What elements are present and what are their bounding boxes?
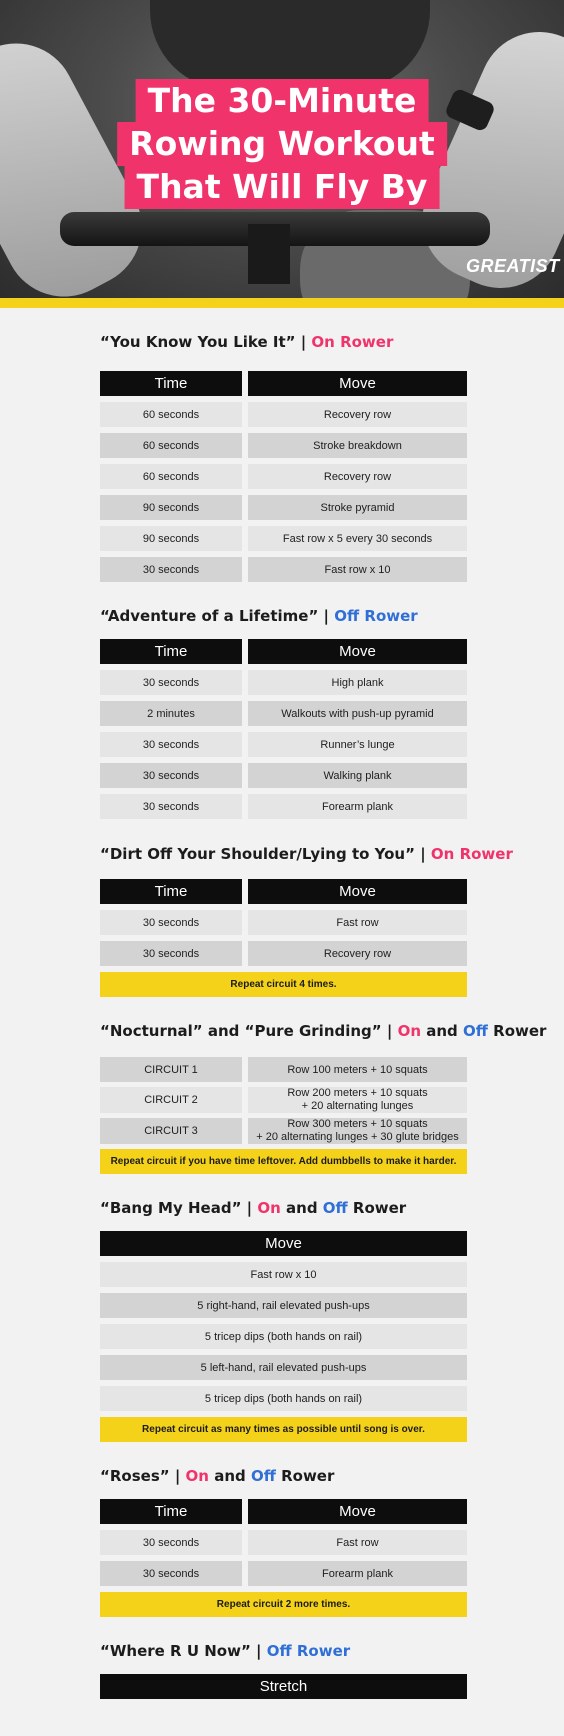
- title-line-2: Rowing Workout: [117, 122, 447, 166]
- move-cell: Stroke breakdown: [248, 433, 467, 458]
- rower-word: Rower: [347, 1199, 407, 1217]
- table-row: [100, 1561, 467, 1586]
- rower-strap-graphic: [248, 224, 290, 284]
- move-cell: Row 200 meters + 10 squats + 20 alternating lunges: [248, 1087, 467, 1113]
- song-name: “Nocturnal” and “Pure Grinding”: [100, 1022, 382, 1040]
- column-header-move: Move: [248, 371, 467, 396]
- separator: |: [295, 333, 312, 351]
- workout-content: [100, 308, 547, 1699]
- song-name: “You Know You Like It”: [100, 333, 296, 351]
- move-cell: Fast row: [248, 910, 467, 935]
- location-off: Off Rower: [334, 607, 418, 625]
- table-row: [100, 1324, 467, 1349]
- time-cell: 60 seconds: [100, 402, 242, 427]
- column-header-move: Move: [248, 639, 467, 664]
- column-header-move: Move: [248, 1499, 467, 1524]
- section-title: [100, 1466, 467, 1486]
- table-row: [100, 526, 467, 551]
- table-row: [100, 557, 467, 582]
- table-row: [100, 495, 467, 520]
- repeat-note: Repeat circuit as many times as possible until song is over.: [100, 1417, 467, 1442]
- move-cell: Recovery row: [248, 402, 467, 427]
- column-header-move: Move: [248, 879, 467, 904]
- hero-banner: [0, 0, 564, 298]
- table-row: [100, 402, 467, 427]
- time-cell: 60 seconds: [100, 464, 242, 489]
- table-row: [100, 1118, 467, 1144]
- rower-word: Rower: [275, 1467, 335, 1485]
- move-cell: Row 300 meters + 10 squats + 20 alternating lunges + 30 glute bridges: [248, 1118, 467, 1144]
- location-on: On: [185, 1467, 209, 1485]
- column-header-time: Time: [100, 1499, 242, 1524]
- table-row: [100, 1262, 467, 1287]
- move-cell: 5 tricep dips (both hands on rail): [100, 1386, 467, 1411]
- separator: |: [381, 1022, 398, 1040]
- section-title: [100, 606, 467, 626]
- location-on: On Rower: [311, 333, 394, 351]
- brand-logo: GREATIST: [466, 256, 560, 276]
- time-cell: 30 seconds: [100, 557, 242, 582]
- move-cell: 5 left-hand, rail elevated push-ups: [100, 1355, 467, 1380]
- move-cell: Walking plank: [248, 763, 467, 788]
- table-row: [100, 1355, 467, 1380]
- location-on: On: [257, 1199, 281, 1217]
- table-row: [100, 794, 467, 819]
- time-cell: 30 seconds: [100, 732, 242, 757]
- table-row: [100, 1293, 467, 1318]
- time-cell: 30 seconds: [100, 941, 242, 966]
- table-header: [100, 1499, 467, 1524]
- location-off: Off: [463, 1022, 488, 1040]
- title-line-3: That Will Fly By: [125, 165, 440, 209]
- time-cell: 30 seconds: [100, 1530, 242, 1555]
- section-title: [100, 844, 513, 864]
- song-name: “Where R U Now”: [100, 1642, 251, 1660]
- move-cell: Runner’s lunge: [248, 732, 467, 757]
- table-row: [100, 433, 467, 458]
- location-off: Off: [250, 1467, 276, 1485]
- section-title: [100, 1198, 467, 1218]
- conjunction: and: [208, 1467, 251, 1485]
- location-off: Off Rower: [266, 1642, 351, 1660]
- column-header-time: Time: [100, 371, 242, 396]
- conjunction: and: [280, 1199, 323, 1217]
- time-cell: 90 seconds: [100, 495, 242, 520]
- table-header: [100, 879, 467, 904]
- song-name: “Bang My Head”: [100, 1199, 242, 1217]
- separator: |: [414, 845, 431, 863]
- move-cell: Walkouts with push-up pyramid: [248, 701, 467, 726]
- move-cell: Recovery row: [248, 941, 467, 966]
- move-cell: Recovery row: [248, 464, 467, 489]
- table-header: [100, 1231, 467, 1256]
- table-row: [100, 763, 467, 788]
- time-cell: 30 seconds: [100, 763, 242, 788]
- separator: |: [169, 1467, 186, 1485]
- table-row: [100, 1530, 467, 1555]
- separator: |: [241, 1199, 258, 1217]
- song-name: “Roses”: [100, 1467, 170, 1485]
- move-cell: Fast row x 10: [248, 557, 467, 582]
- time-cell: 60 seconds: [100, 433, 242, 458]
- location-on: On Rower: [430, 845, 513, 863]
- circuit-cell: CIRCUIT 2: [100, 1087, 242, 1113]
- move-cell: Forearm plank: [248, 794, 467, 819]
- time-cell: 30 seconds: [100, 794, 242, 819]
- section-title: [100, 1641, 467, 1661]
- table-row: [100, 941, 467, 966]
- move-cell: Fast row x 5 every 30 seconds: [248, 526, 467, 551]
- table-header: [100, 1674, 467, 1699]
- circuit-cell: CIRCUIT 3: [100, 1118, 242, 1144]
- repeat-note: Repeat circuit 4 times.: [100, 972, 467, 997]
- move-cell: Forearm plank: [248, 1561, 467, 1586]
- rower-word: Rower: [487, 1022, 547, 1040]
- table-row: [100, 701, 467, 726]
- rower-torso-graphic: [150, 0, 430, 90]
- move-cell: 5 tricep dips (both hands on rail): [100, 1324, 467, 1349]
- separator: |: [250, 1642, 267, 1660]
- table-row: [100, 670, 467, 695]
- move-cell: Fast row: [248, 1530, 467, 1555]
- move-cell: Stroke pyramid: [248, 495, 467, 520]
- column-header-time: Time: [100, 879, 242, 904]
- move-cell: 5 right-hand, rail elevated push-ups: [100, 1293, 467, 1318]
- table-row: [100, 1087, 467, 1113]
- table-header: [100, 371, 467, 396]
- section-title: [100, 332, 467, 352]
- move-cell: High plank: [248, 670, 467, 695]
- accent-divider: [0, 298, 564, 308]
- section-title: [100, 1021, 547, 1041]
- time-cell: 30 seconds: [100, 910, 242, 935]
- title-line-1: The 30-Minute: [136, 79, 429, 123]
- table-row: [100, 732, 467, 757]
- time-cell: 90 seconds: [100, 526, 242, 551]
- stretch-header: Stretch: [100, 1674, 467, 1699]
- song-name: “Dirt Off Your Shoulder/Lying to You”: [100, 845, 415, 863]
- table-header: [100, 639, 467, 664]
- table-row: [100, 1386, 467, 1411]
- conjunction: and: [421, 1022, 464, 1040]
- separator: |: [318, 607, 335, 625]
- column-header-move: Move: [100, 1231, 467, 1256]
- location-off: Off: [322, 1199, 348, 1217]
- table-row: [100, 464, 467, 489]
- repeat-note: Repeat circuit 2 more times.: [100, 1592, 467, 1617]
- song-name: “Adventure of a Lifetime”: [100, 607, 319, 625]
- repeat-note: Repeat circuit if you have time leftover. Add dumbbells to make it harder.: [100, 1149, 467, 1174]
- time-cell: 2 minutes: [100, 701, 242, 726]
- time-cell: 30 seconds: [100, 670, 242, 695]
- column-header-time: Time: [100, 639, 242, 664]
- table-row: [100, 910, 467, 935]
- time-cell: 30 seconds: [100, 1561, 242, 1586]
- move-cell: Fast row x 10: [100, 1262, 467, 1287]
- move-cell: Row 100 meters + 10 squats: [248, 1057, 467, 1082]
- table-row: [100, 1057, 467, 1082]
- circuit-cell: CIRCUIT 1: [100, 1057, 242, 1082]
- location-on: On: [397, 1022, 422, 1040]
